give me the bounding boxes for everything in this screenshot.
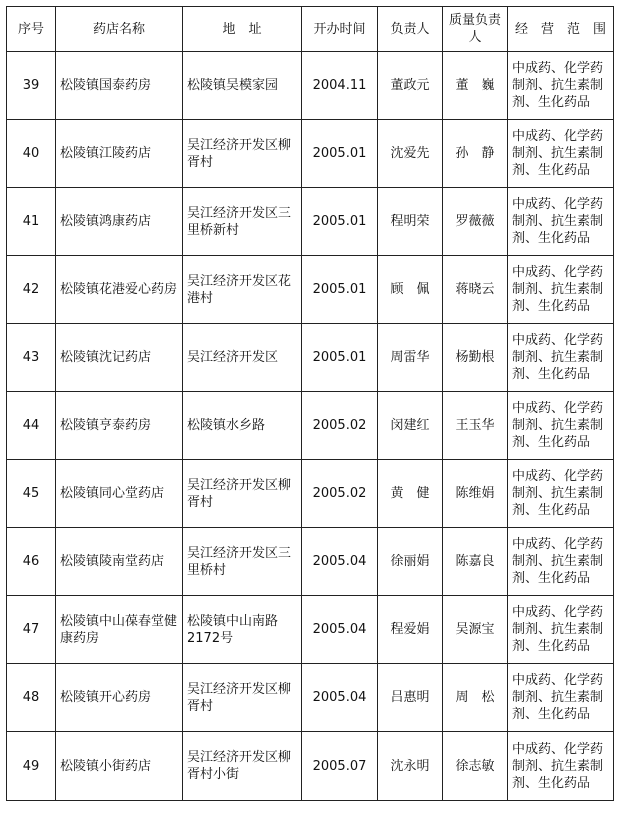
cell-scope: 中成药、化学药制剂、抗生素制剂、生化药品 [508,596,614,664]
cell-quality-manager: 蒋晓云 [443,256,508,324]
cell-date: 2005.07 [302,732,378,801]
table-row [7,52,614,120]
cell-manager: 黄 健 [378,460,443,528]
cell-manager: 董政元 [378,52,443,120]
cell-no: 42 [7,256,56,324]
cell-address: 吴江经济开发区柳胥村小街 [183,732,302,801]
cell-quality-manager: 陈嘉良 [443,528,508,596]
cell-name: 松陵镇同心堂药店 [56,460,183,528]
cell-address: 吴江经济开发区三里桥村 [183,528,302,596]
header-scope: 经 营 范 围 [508,7,614,52]
cell-name: 松陵镇鸿康药店 [56,188,183,256]
table-body [7,52,614,801]
cell-date: 2005.01 [302,256,378,324]
cell-scope: 中成药、化学药制剂、抗生素制剂、生化药品 [508,528,614,596]
cell-date: 2005.04 [302,664,378,732]
cell-scope: 中成药、化学药制剂、抗生素制剂、生化药品 [508,256,614,324]
cell-quality-manager: 董 巍 [443,52,508,120]
cell-address: 松陵镇吴模家园 [183,52,302,120]
cell-no: 49 [7,732,56,801]
pharmacy-table [6,6,614,801]
cell-no: 47 [7,596,56,664]
cell-no: 40 [7,120,56,188]
cell-address: 吴江经济开发区柳胥村 [183,460,302,528]
table-row [7,664,614,732]
cell-address: 松陵镇水乡路 [183,392,302,460]
cell-address: 吴江经济开发区 [183,324,302,392]
cell-name: 松陵镇开心药房 [56,664,183,732]
cell-no: 44 [7,392,56,460]
cell-no: 45 [7,460,56,528]
cell-scope: 中成药、化学药制剂、抗生素制剂、生化药品 [508,664,614,732]
cell-date: 2005.04 [302,596,378,664]
table-row [7,120,614,188]
cell-scope: 中成药、化学药制剂、抗生素制剂、生化药品 [508,460,614,528]
cell-date: 2005.01 [302,324,378,392]
cell-date: 2005.04 [302,528,378,596]
cell-address: 吴江经济开发区花港村 [183,256,302,324]
cell-manager: 沈永明 [378,732,443,801]
cell-no: 43 [7,324,56,392]
header-address: 地 址 [183,7,302,52]
cell-name: 松陵镇亨泰药房 [56,392,183,460]
cell-name: 松陵镇陵南堂药店 [56,528,183,596]
cell-no: 41 [7,188,56,256]
cell-manager: 程明荣 [378,188,443,256]
cell-address: 松陵镇中山南路2172号 [183,596,302,664]
header-name: 药店名称 [56,7,183,52]
cell-date: 2005.01 [302,188,378,256]
header-no: 序号 [7,7,56,52]
cell-scope: 中成药、化学药制剂、抗生素制剂、生化药品 [508,324,614,392]
table-row [7,188,614,256]
cell-date: 2005.02 [302,460,378,528]
table-header-row [7,7,614,52]
header-date: 开办时间 [302,7,378,52]
cell-no: 48 [7,664,56,732]
cell-scope: 中成药、化学药制剂、抗生素制剂、生化药品 [508,392,614,460]
cell-quality-manager: 罗薇薇 [443,188,508,256]
cell-name: 松陵镇小街药店 [56,732,183,801]
cell-no: 39 [7,52,56,120]
cell-manager: 徐丽娟 [378,528,443,596]
cell-quality-manager: 孙 静 [443,120,508,188]
cell-scope: 中成药、化学药制剂、抗生素制剂、生化药品 [508,188,614,256]
cell-address: 吴江经济开发区三里桥新村 [183,188,302,256]
cell-scope: 中成药、化学药制剂、抗生素制剂、生化药品 [508,732,614,801]
cell-address: 吴江经济开发区柳胥村 [183,664,302,732]
cell-quality-manager: 周 松 [443,664,508,732]
cell-manager: 吕惠明 [378,664,443,732]
table-row [7,392,614,460]
cell-quality-manager: 王玉华 [443,392,508,460]
cell-quality-manager: 吴源宝 [443,596,508,664]
cell-manager: 闵建红 [378,392,443,460]
cell-quality-manager: 杨勤根 [443,324,508,392]
cell-address: 吴江经济开发区柳胥村 [183,120,302,188]
cell-manager: 沈爱先 [378,120,443,188]
cell-scope: 中成药、化学药制剂、抗生素制剂、生化药品 [508,120,614,188]
cell-date: 2005.01 [302,120,378,188]
cell-date: 2005.02 [302,392,378,460]
cell-manager: 程爱娟 [378,596,443,664]
cell-date: 2004.11 [302,52,378,120]
table-row [7,528,614,596]
cell-name: 松陵镇国泰药房 [56,52,183,120]
cell-name: 松陵镇沈记药店 [56,324,183,392]
table-row [7,324,614,392]
cell-name: 松陵镇江陵药店 [56,120,183,188]
table-row [7,460,614,528]
cell-no: 46 [7,528,56,596]
header-manager: 负责人 [378,7,443,52]
cell-scope: 中成药、化学药制剂、抗生素制剂、生化药品 [508,52,614,120]
cell-manager: 顾 佩 [378,256,443,324]
cell-quality-manager: 陈维娟 [443,460,508,528]
header-quality-manager: 质量负责人 [443,7,508,52]
cell-name: 松陵镇中山葆春堂健康药房 [56,596,183,664]
table-row [7,732,614,801]
cell-quality-manager: 徐志敏 [443,732,508,801]
pharmacy-table-container [6,6,614,801]
table-row [7,256,614,324]
table-row [7,596,614,664]
cell-manager: 周雷华 [378,324,443,392]
cell-name: 松陵镇花港爱心药房 [56,256,183,324]
